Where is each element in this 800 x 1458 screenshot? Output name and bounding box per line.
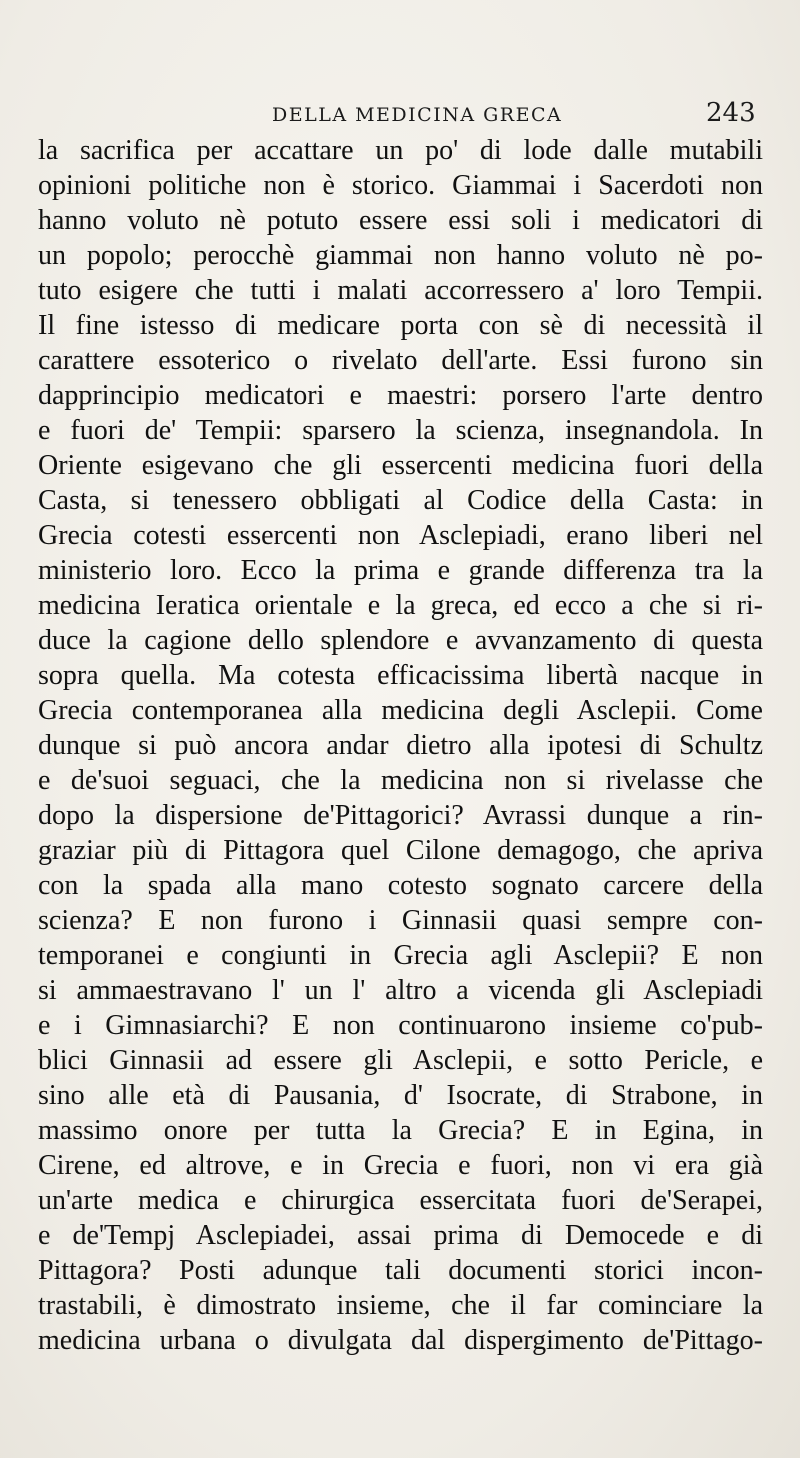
page-header [0, 98, 800, 132]
text-line: temporanei e congiunti in Grecia agli Asclepii? E non [38, 940, 763, 971]
text-line: un popolo; perocchè giammai non hanno voluto nè po- [38, 240, 763, 271]
text-line: duce la cagione dello splendore e avvanzamento di questa [38, 625, 763, 656]
text-line: blici Ginnasii ad essere gli Asclepii, e sotto Pericle, e [38, 1045, 763, 1076]
text-line: con la spada alla mano cotesto sognato carcere della [38, 870, 763, 901]
text-line: trastabili, è dimostrato insieme, che il far cominciare la [38, 1290, 763, 1321]
text-line: dunque si può ancora andar dietro alla ipotesi di Schultz [38, 730, 763, 761]
text-line: Cirene, ed altrove, e in Grecia e fuori, non vi era già [38, 1150, 763, 1181]
text-line: tuto esigere che tutti i malati accorressero a' loro Tempii. [38, 275, 763, 306]
text-line: hanno voluto nè potuto essere essi soli i medicatori di [38, 205, 763, 236]
text-line: e de'Tempj Asclepiadei, assai prima di Democede e di [38, 1220, 763, 1251]
text-line: Casta, si tenessero obbligati al Codice della Casta: in [38, 485, 763, 516]
text-line: e i Gimnasiarchi? E non continuarono insieme co'pub- [38, 1010, 763, 1041]
page-number: 243 [706, 98, 756, 128]
text-line: dopo la dispersione de'Pittagorici? Avrassi dunque a rin- [38, 800, 763, 831]
text-line: sopra quella. Ma cotesta efficacissima libertà nacque in [38, 660, 763, 691]
text-line: medicina urbana o divulgata dal dispergimento de'Pittago- [38, 1325, 763, 1356]
text-line: Il fine istesso di medicare porta con sè di necessità il [38, 310, 763, 341]
text-line: e de'suoi seguaci, che la medicina non si rivelasse che [38, 765, 763, 796]
text-line: sino alle età di Pausania, d' Isocrate, di Strabone, in [38, 1080, 763, 1111]
text-line: massimo onore per tutta la Grecia? E in Egina, in [38, 1115, 763, 1146]
text-line: dapprincipio medicatori e maestri: porsero l'arte dentro [38, 380, 763, 411]
text-line: graziar più di Pittagora quel Cilone demagogo, che apriva [38, 835, 763, 866]
text-line: ministerio loro. Ecco la prima e grande differenza tra la [38, 555, 763, 586]
text-line: Grecia contemporanea alla medicina degli Asclepii. Come [38, 695, 763, 726]
running-title: DELLA MEDICINA GRECA [272, 104, 563, 126]
text-line: Pittagora? Posti adunque tali documenti storici incon- [38, 1255, 763, 1286]
text-line: medicina Ieratica orientale e la greca, ed ecco a che si ri- [38, 590, 763, 621]
text-line: carattere essoterico o rivelato dell'arte. Essi furono sin [38, 345, 763, 376]
text-line: un'arte medica e chirurgica essercitata fuori de'Serapei, [38, 1185, 763, 1216]
text-line: e fuori de' Tempii: sparsero la scienza, insegnandola. In [38, 415, 763, 446]
text-line: la sacrifica per accattare un po' di lode dalle mutabili [38, 135, 763, 166]
body-text [38, 133, 763, 1358]
text-line: si ammaestravano l' un l' altro a vicenda gli Asclepiadi [38, 975, 763, 1006]
text-line: opinioni politiche non è storico. Giammai i Sacerdoti non [38, 170, 763, 201]
text-line: Oriente esigevano che gli essercenti medicina fuori della [38, 450, 763, 481]
text-line: Grecia cotesti essercenti non Asclepiadi, erano liberi nel [38, 520, 763, 551]
text-line: scienza? E non furono i Ginnasii quasi sempre con- [38, 905, 763, 936]
